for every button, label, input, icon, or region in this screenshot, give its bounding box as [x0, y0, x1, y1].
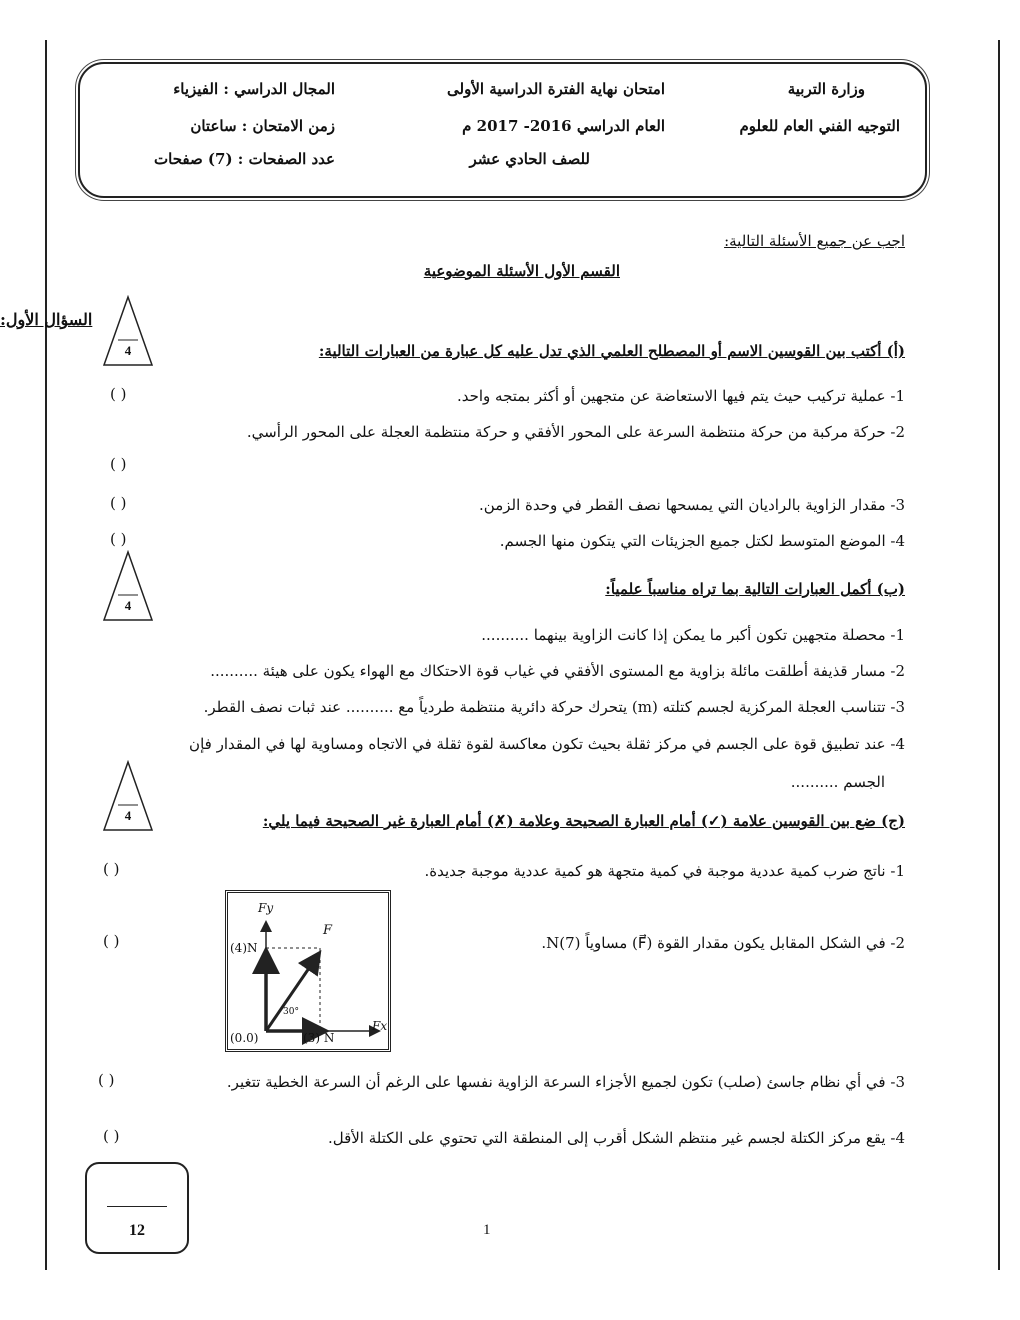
part-b-item-2: 2- مسار قذيفة أطلقت مائلة بزاوية مع المستوى الأفقي في غياب قوة الاحتكاك مع الهواء يكون على هيئة ..........: [210, 662, 905, 680]
fy-value: (4)N: [230, 941, 258, 955]
score-a: 4: [124, 343, 132, 358]
subject: المجال الدراسي : الفيزياء: [173, 80, 335, 98]
part-c-item-1: 1- ناتج ضرب كمية عددية موجبة في كمية متجهة هو كمية عددية موجبة جديدة.: [424, 862, 905, 880]
part-c-item-2: 2- في الشكل المقابل يكون مقدار القوة (F⃗) مساوياً N(7).: [541, 934, 905, 952]
instructions: اجب عن جميع الأسئلة التالية:: [724, 232, 905, 250]
page-number: 1: [483, 1222, 491, 1238]
part-c-heading: (ج) ضع بين القوسين علامة (✓) أمام العبارة الصحيحة وعلامة (✗) أمام العبارة غير الصحيحة فيما يلي:: [262, 812, 905, 830]
answer-paren-2[interactable]: ( ): [110, 455, 127, 473]
school-year: العام الدراسي 2016- 2017 م: [462, 117, 665, 135]
answer-paren-3[interactable]: ( ): [110, 494, 127, 512]
score-c: 4: [124, 808, 132, 823]
angle-label: 30°: [283, 1007, 299, 1017]
left-border: [45, 40, 47, 1270]
duration: زمن الامتحان : ساعتان: [190, 117, 335, 135]
exam-title: امتحان نهاية الفترة الدراسية الأولى: [447, 80, 665, 98]
total-score-box: [85, 1162, 189, 1254]
part-b-item-1: 1- محصلة متجهين تكون أكبر ما يمكن إذا كانت الزاوية بينهما ..........: [481, 626, 905, 644]
force-diagram: [225, 890, 391, 1052]
origin-label: (0.0): [230, 1031, 259, 1045]
force-vectors: [228, 893, 388, 1049]
part-a-item-4: 4- الموضع المتوسط لكتل جميع الجزيئات التي يتكون منها الجسم.: [499, 532, 905, 550]
tf-paren-2[interactable]: ( ): [103, 932, 120, 950]
fx-label: Fx: [372, 1019, 388, 1033]
tf-paren-4[interactable]: ( ): [103, 1127, 120, 1145]
section-title: القسم الأول الأسئلة الموضوعية: [423, 262, 620, 280]
part-b-item-4: 4- عند تطبيق قوة على الجسم في مركز ثقلة بحيث تكون معاكسة لقوة ثقلة في الاتجاه ومساوية لها في المقدار فإن: [189, 735, 905, 753]
total-score: 12: [129, 1222, 145, 1239]
part-b-item-3: 3- تتناسب العجلة المركزية لجسم كتلته (m) يتحرك حركة دائرية منتظمة طردياً مع .......... عند ثبات نصف القطر.: [203, 698, 905, 716]
right-border: [998, 40, 1000, 1270]
grade: للصف الحادي عشر: [469, 150, 590, 168]
ministry: وزارة التربية: [787, 80, 865, 98]
part-b-heading: (ب) أكمل العبارات التالية بما تراه مناسباً علمياً:: [605, 580, 905, 598]
part-c-item-3: 3- في أي نظام جاسئ (صلب) تكون لجميع الأجزاء السرعة الزاوية نفسها على الرغم أن السرعة الخطية تتغير.: [226, 1073, 905, 1091]
tf-paren-1[interactable]: ( ): [103, 860, 120, 878]
part-b-item-4-cont: الجسم ..........: [790, 773, 885, 791]
page-count: عدد الصفحات : (7) صفحات: [154, 150, 335, 168]
answer-paren-4[interactable]: ( ): [110, 530, 127, 548]
part-a-item-2: 2- حركة مركبة من حركة منتظمة السرعة على المحور الأفقي و حركة منتظمة العجلة على المحور الرأسي.: [246, 423, 905, 441]
question-title: السؤال الأول:: [0, 310, 93, 329]
answer-paren-1[interactable]: ( ): [110, 385, 127, 403]
directorate: التوجيه الفني العام للعلوم: [739, 117, 900, 135]
part-c-item-4: 4- يقع مركز الكتلة لجسم غير منتظم الشكل أقرب إلى المنطقة التي تحتوي على الكتلة الأقل.: [327, 1129, 905, 1147]
f-label: F: [323, 923, 333, 938]
fx-value: (3) N: [303, 1031, 335, 1045]
fy-label: Fy: [258, 901, 274, 915]
part-a-heading: (أ) أكتب بين القوسين الاسم أو المصطلح العلمي الذي تدل عليه كل عبارة من العبارات التالية:: [318, 342, 905, 360]
score-b: 4: [124, 598, 132, 613]
tf-paren-3[interactable]: ( ): [98, 1071, 115, 1089]
part-a-item-1: 1- عملية تركيب حيث يتم فيها الاستعاضة عن متجهين أو أكثر بمتجه واحد.: [456, 387, 905, 405]
part-a-item-3: 3- مقدار الزاوية بالراديان التي يمسحها نصف القطر في وحدة الزمن.: [479, 496, 905, 514]
